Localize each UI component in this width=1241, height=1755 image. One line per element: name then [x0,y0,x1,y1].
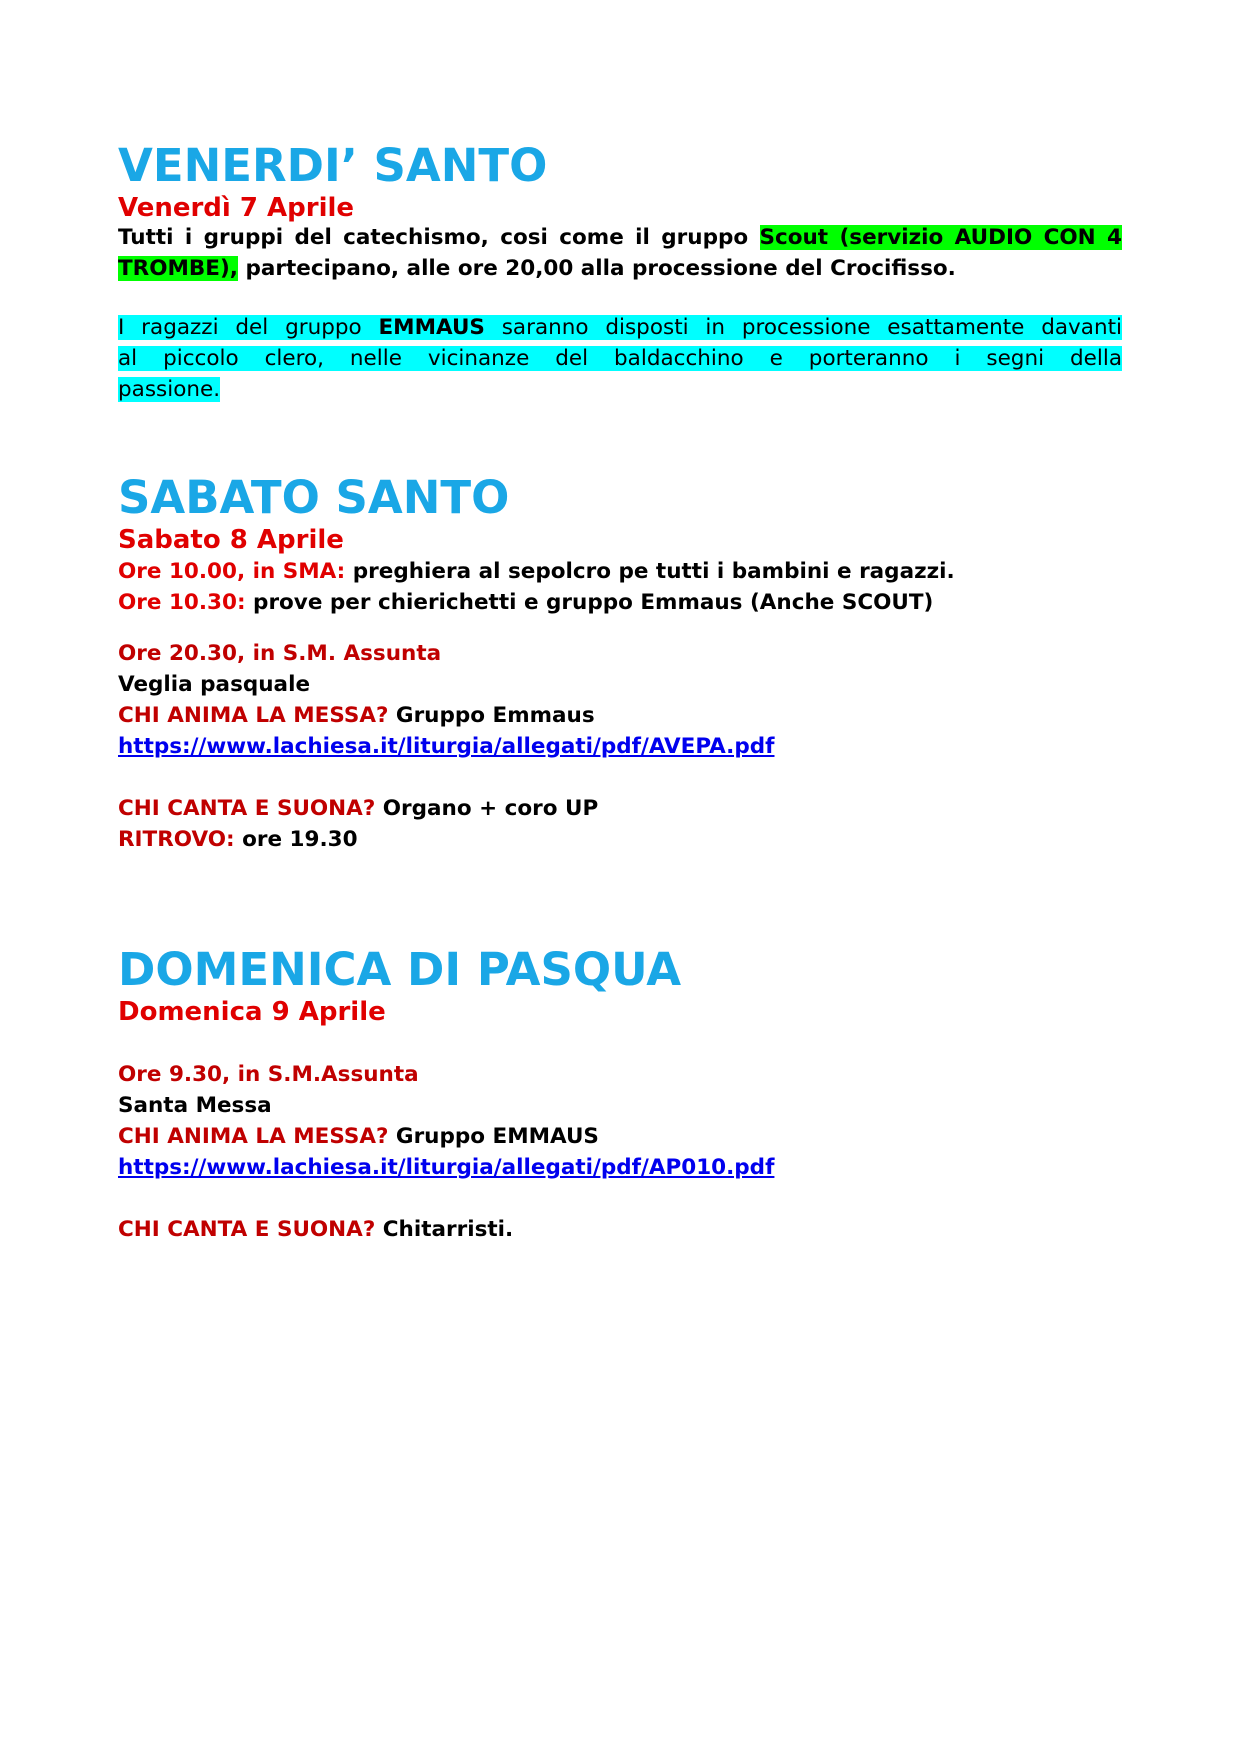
section-title: DOMENICA DI PASQUA [118,943,682,996]
ritrovo-label: RITROVO: [118,827,235,852]
canta-label: CHI CANTA E SUONA? [118,1217,376,1242]
paragraph-catechismo-cont [118,253,1122,284]
event-name: Veglia pasquale [118,672,311,697]
section-date: Sabato 8 Aprile [118,525,344,555]
event-name: Santa Messa [118,1093,272,1118]
highlight-emmaus [118,315,1122,340]
text: Tutti i gruppi del catechismo, cosi come il gruppo [118,225,760,250]
section-title: VENERDI’ SANTO [118,139,548,192]
section-sabato-santo [118,472,1122,855]
emmaus-bold: EMMAUS [378,315,485,340]
liturgy-pdf-link[interactable]: https://www.lachiesa.it/liturgia/allegati/pdf/AP010.pdf [118,1155,775,1180]
paragraph-emmaus-line2 [118,343,1122,374]
anima-line [118,1121,1122,1152]
item-text: prove per chierichetti e gruppo Emmaus (Anche SCOUT) [245,590,934,615]
item-label: Ore 10.30: [118,590,246,615]
anima-line [118,700,1122,731]
text: partecipano, alle ore 20,00 alla processione del Crocifisso. [237,256,956,281]
section-date: Venerdì 7 Aprile [118,193,355,223]
link-line [118,1152,1122,1183]
item-text: preghiera al sepolcro pe tutti i bambini e ragazzi. [345,559,955,584]
anima-text: Gruppo EMMAUS [388,1124,599,1149]
link-line [118,731,1122,762]
paragraph-emmaus-line3 [118,374,1122,405]
canta-text: Chitarristi. [375,1217,514,1242]
item-label: Ore 10.00, in SMA: [118,559,346,584]
section-title: SABATO SANTO [118,471,510,524]
highlight-scout: Scout (servizio AUDIO CON 4 [759,225,1122,250]
event-time: Ore 9.30, in S.M.Assunta [118,1062,419,1087]
ritrovo-line [118,824,1122,855]
canta-line [118,1214,1122,1245]
section-date: Domenica 9 Aprile [118,997,386,1027]
anima-label: CHI ANIMA LA MESSA? [118,703,389,728]
event-time: Ore 20.30, in S.M. Assunta [118,641,442,666]
anima-label: CHI ANIMA LA MESSA? [118,1124,389,1149]
highlight-trombe: TROMBE), [118,256,238,281]
anima-text: Gruppo Emmaus [388,703,595,728]
liturgy-pdf-link[interactable]: https://www.lachiesa.it/liturgia/allegati/pdf/AVEPA.pdf [118,734,775,759]
schedule-item [118,587,1122,618]
text: saranno disposti in processione esattamente davanti [484,315,1122,340]
section-domenica-pasqua [118,944,1122,1245]
highlight-emmaus: passione. [118,377,221,402]
canta-label: CHI CANTA E SUONA? [118,796,376,821]
paragraph-emmaus-line1 [118,312,1122,343]
canta-text: Organo + coro UP [375,796,599,821]
paragraph-catechismo [118,222,1122,253]
section-venerdi-santo [118,140,1122,405]
schedule-item [118,556,1122,587]
ritrovo-text: ore 19.30 [234,827,358,852]
canta-line [118,793,1122,824]
highlight-emmaus: al piccolo clero, nelle vicinanze del baldacchino e porteranno i segni della [118,346,1122,371]
text: I ragazzi del gruppo [118,315,379,340]
